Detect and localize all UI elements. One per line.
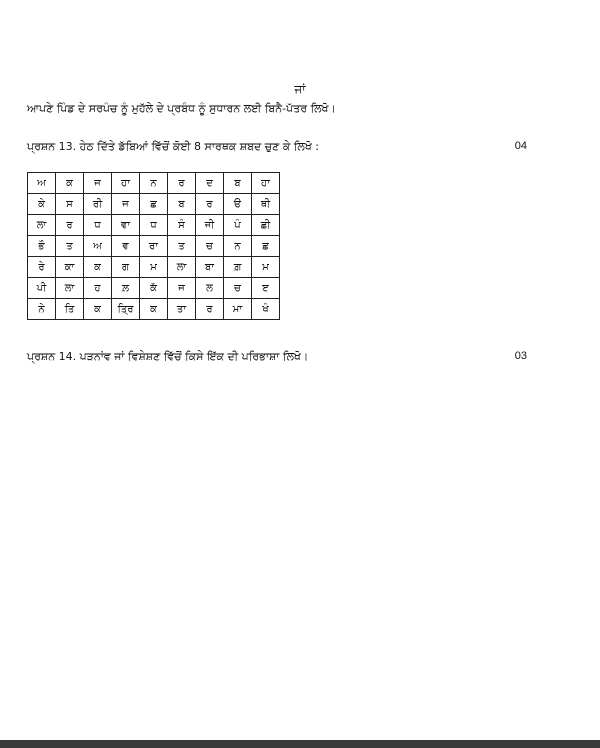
grid-cell: ਥੀ	[252, 194, 280, 215]
grid-cell: ਲਾ	[168, 257, 196, 278]
grid-cell: ਕ	[140, 299, 168, 320]
grid-cell: ੳ	[224, 194, 252, 215]
grid-cell: ਛ	[140, 194, 168, 215]
question-13-text: ਪ੍ਰਸ਼ਨ 13. ਹੇਠ ਦਿੱਤੇ ਡੱਬਿਆਂ ਵਿੱਚੋਂ ਕੋਈ 8 ਸਾਰਥਕ ਸ਼ਬਦ ਚੁਣ ਕੇ ਲਿਖੋ :	[27, 140, 319, 153]
grid-cell: ਧ	[84, 215, 112, 236]
grid-cell: ਸ	[56, 194, 84, 215]
grid-cell: ਗ਼	[224, 257, 252, 278]
grid-cell: ਕ	[84, 299, 112, 320]
grid-cell: ਤ੍ਰਿ	[112, 299, 140, 320]
grid-cell: ਅ	[28, 173, 56, 194]
grid-cell: ਲਾ	[56, 278, 84, 299]
letter-grid	[27, 172, 280, 320]
grid-cell: ਚ	[224, 278, 252, 299]
grid-cell: ਕਾ	[56, 257, 84, 278]
grid-cell: ਲ	[196, 278, 224, 299]
grid-cell: ਛ	[252, 236, 280, 257]
grid-cell: ਹ	[84, 278, 112, 299]
grid-row	[28, 257, 280, 278]
grid-cell: ਪੰ	[224, 215, 252, 236]
grid-cell: ਦ	[196, 173, 224, 194]
grid-row	[28, 278, 280, 299]
grid-row	[28, 194, 280, 215]
grid-cell: ਅ	[84, 236, 112, 257]
grid-cell: ਪੀ	[28, 278, 56, 299]
grid-cell: ਜ	[168, 278, 196, 299]
grid-cell: ਧ	[140, 215, 168, 236]
grid-cell: ਜ	[84, 173, 112, 194]
grid-cell: ਲ਼	[112, 278, 140, 299]
grid-cell: ਮ	[140, 257, 168, 278]
grid-row	[28, 299, 280, 320]
or-label: ਜਾਂ	[294, 82, 306, 96]
grid-cell: ਰ	[168, 173, 196, 194]
grid-cell: ਖੰ	[252, 299, 280, 320]
grid-cell: ਰ	[196, 299, 224, 320]
question-14-marks: 03	[514, 350, 527, 362]
question-13	[27, 140, 527, 154]
grid-cell: ਜ	[112, 194, 140, 215]
grid-cell: ਵਾ	[112, 215, 140, 236]
grid-cell: ਕ	[84, 257, 112, 278]
grid-cell: ਕੱ	[140, 278, 168, 299]
grid-row	[28, 215, 280, 236]
question-13-marks: 04	[514, 140, 527, 152]
grid-row	[28, 236, 280, 257]
grid-cell: ਤਿ	[56, 299, 84, 320]
grid-cell: ਸੰ	[168, 215, 196, 236]
grid-cell: ਛੀ	[252, 215, 280, 236]
grid-cell: ਜੀ	[196, 215, 224, 236]
grid-cell: ਬ	[224, 173, 252, 194]
grid-cell: ਬ	[168, 194, 196, 215]
grid-cell: ਕੇ	[28, 194, 56, 215]
grid-cell: ਮਾ	[224, 299, 252, 320]
grid-cell: ਮ	[252, 257, 280, 278]
grid-cell: ਵ	[112, 236, 140, 257]
grid-cell: ਚ	[196, 236, 224, 257]
grid-cell: ਰਾ	[140, 236, 168, 257]
question-14-text: ਪ੍ਰਸ਼ਨ 14. ਪੜਨਾਂਵ ਜਾਂ ਵਿਸ਼ੇਸ਼ਣ ਵਿੱਚੋਂ ਕਿਸੇ ਇੱਕ ਦੀ ਪਰਿਭਾਸ਼ਾ ਲਿਖੋ।	[27, 350, 309, 363]
grid-cell: ਰੇ	[28, 257, 56, 278]
grid-cell: ਕ	[56, 173, 84, 194]
grid-cell: ਹਾ	[252, 173, 280, 194]
grid-cell: ਤ	[168, 236, 196, 257]
grid-cell: ਨ	[224, 236, 252, 257]
grid-cell: ਰੀ	[84, 194, 112, 215]
grid-cell: ਤਾ	[168, 299, 196, 320]
grid-cell: ਰ	[56, 215, 84, 236]
grid-cell: ਲਾ	[28, 215, 56, 236]
grid-cell: ੲ	[252, 278, 280, 299]
grid-cell: ਤ	[56, 236, 84, 257]
grid-cell: ਨੇ	[28, 299, 56, 320]
grid-cell: ਨ	[140, 173, 168, 194]
question-14	[27, 350, 527, 364]
letter-instruction: ਆਪਣੇ ਪਿੰਡ ਦੇ ਸਰਪੰਚ ਨੂੰ ਮੁਹੱਲੇ ਦੇ ਪ੍ਰਬੰਧ ਨੂੰ ਸੁਧਾਰਨ ਲਈ ਬਿਨੈ-ਪੱਤਰ ਲਿਖੋ।	[27, 102, 336, 115]
grid-row	[28, 173, 280, 194]
grid-cell: ਹਾ	[112, 173, 140, 194]
grid-cell: ਭੌ	[28, 236, 56, 257]
viewer-bottom-bar	[0, 740, 600, 748]
grid-cell: ਗ	[112, 257, 140, 278]
grid-cell: ਰ	[196, 194, 224, 215]
grid-cell: ਬਾ	[196, 257, 224, 278]
